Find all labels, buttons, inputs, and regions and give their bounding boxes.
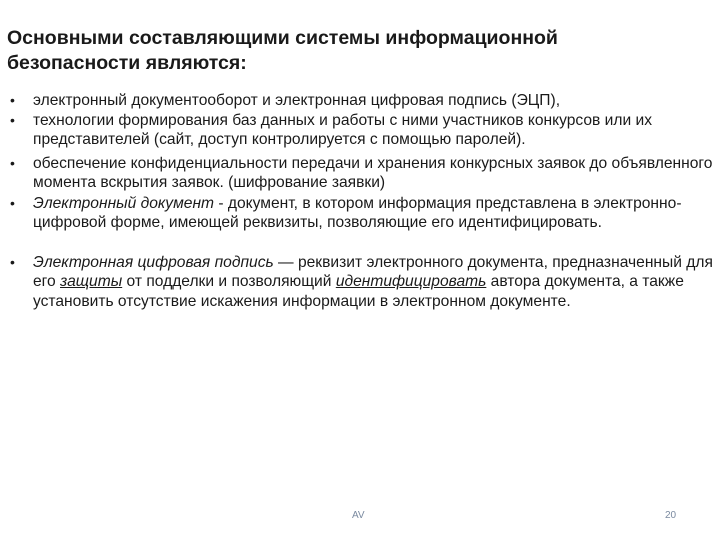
bullet-list	[0, 91, 720, 311]
slide-title	[7, 26, 687, 76]
footer-author: AV	[352, 510, 365, 521]
term-electronic-document: Электронный документ	[33, 194, 215, 212]
title-line-1: Основными составляющими системы информационной	[7, 27, 558, 49]
bullet-text: - документ, в котором информация представлена в электронно-цифровой форме, имеющей реквизиты, позволяющие его идентифицировать.	[33, 194, 682, 231]
bullet-text: электронный документооборот и электронная цифровая подпись (ЭЦП),	[33, 92, 561, 109]
bullet-item	[0, 194, 720, 233]
bullet-item	[0, 253, 720, 312]
term-digital-signature: Электронная цифровая подпись	[33, 253, 274, 271]
bullet-icon: •	[10, 154, 15, 171]
title-line-2: безопасности являются:	[7, 52, 247, 74]
bullet-icon: •	[10, 194, 15, 211]
bullet-icon: •	[10, 92, 15, 108]
bullet-text: автора документа, а также установить отсутствие искажения информации в электронном документе.	[33, 273, 684, 310]
bullet-item	[0, 154, 720, 193]
bullet-text: технологии формирования баз данных и работы с ними участников конкурсов или их представителей (сайт, доступ контролируется с помощью паролей).	[33, 111, 653, 148]
bullet-icon: •	[10, 253, 15, 270]
bullet-text: от подделки и позволяющий	[122, 273, 336, 290]
emphasis-identify: идентифицировать	[335, 273, 487, 290]
bullet-text: обеспечение конфиденциальности передачи и хранения конкурсных заявок до объявленного момента вскрытия заявок. (шифрование заявки)	[33, 154, 713, 191]
bullet-item	[0, 111, 720, 150]
bullet-icon: •	[10, 111, 15, 128]
footer-page-number: 20	[665, 510, 677, 521]
emphasis-protection: защиты	[60, 273, 123, 290]
bullet-item	[0, 91, 720, 111]
bullet-text: — реквизит электронного документа, предназначенный для его	[33, 253, 713, 290]
